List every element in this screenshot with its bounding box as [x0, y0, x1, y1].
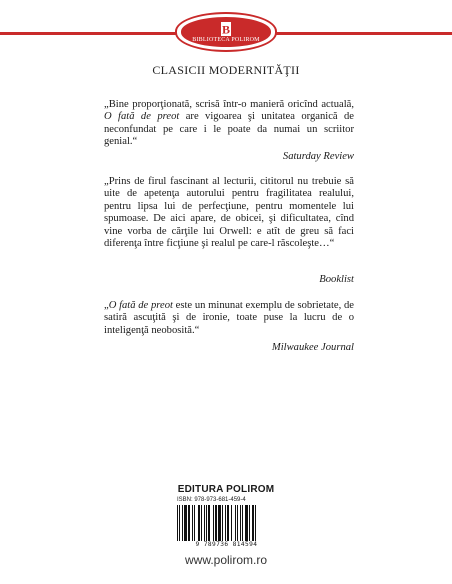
barcode-bar	[218, 505, 221, 541]
website-url: www.polirom.ro	[184, 553, 268, 567]
barcode-bar	[231, 505, 232, 541]
barcode-bar	[237, 505, 238, 541]
barcode-bar	[249, 505, 250, 541]
barcode-bar	[245, 505, 248, 541]
barcode-bar	[208, 505, 210, 541]
quote-text: are vigoarea şi unitatea organică de neconfundat pe care i le poate da numai un scriitor genial.“	[104, 111, 354, 148]
barcode-bar	[242, 505, 243, 541]
publisher-logo	[175, 12, 277, 52]
barcode-bar	[215, 505, 217, 541]
barcode-bar	[179, 505, 180, 541]
barcode-bar	[206, 505, 207, 541]
quote-source: Milwaukee Journal	[271, 342, 354, 353]
quote-source: Saturday Review	[282, 151, 354, 162]
barcode-bar	[201, 505, 202, 541]
barcode-bar	[204, 505, 205, 541]
quote-2	[104, 176, 354, 250]
book-title: O fată de preot	[108, 300, 173, 311]
quote-1	[104, 99, 354, 149]
quote-text: „Prins de firul fascinant al lecturii, cititorul nu trebuie să uite de apetenţa autorului pentru fragilitatea realului, pentru lipsa lui de perfecţiune, pentru momentele lui spumoase. De aici apare, de obicei, şi dificultatea, cînd vine vorba de cărţile lui Orwell: e atît de greu să faci diferenţa între ficţiune şi realul pe care-l răscoleşte…“	[104, 176, 354, 250]
logo-b-mark-icon	[220, 22, 232, 36]
barcode-bar	[184, 505, 187, 541]
barcode-bar	[255, 505, 256, 541]
book-title: O fată de preot	[104, 111, 180, 123]
barcode-bar	[194, 505, 195, 541]
publisher-name: EDITURA POLIROM	[177, 484, 275, 495]
barcode-bar	[188, 505, 190, 541]
quote-source: Booklist	[319, 274, 354, 285]
barcode-digits: 9 789736 814594	[175, 541, 278, 548]
quote-text: este un minunat exemplu de sobrietate, de satiră ascuţită şi de ironie, toate puse la lucru de o inteligenţă neobosită.“	[104, 300, 354, 336]
quote-text: „	[104, 300, 109, 311]
barcode-bar	[198, 505, 200, 541]
barcode-bar	[235, 505, 236, 541]
barcode-bar	[177, 505, 178, 541]
logo-text: BIBLIOTECA POLIROM	[192, 36, 260, 43]
barcode-bar	[225, 505, 226, 541]
barcode-bar	[213, 505, 214, 541]
logo-mark-letter: B	[221, 22, 231, 36]
barcode-bar	[227, 505, 229, 541]
barcode-bar	[240, 505, 241, 541]
barcode-bar	[192, 505, 193, 541]
barcode-bar	[222, 505, 223, 541]
quote-3	[104, 300, 354, 337]
barcode-bar	[252, 505, 254, 541]
quote-text: „Bine proporţionată, scrisă într-o manieră oricînd actuală,	[104, 99, 354, 110]
barcode-bar	[182, 505, 183, 541]
series-title: CLASICII MODERNITĂŢII	[152, 63, 300, 77]
isbn-number: ISBN: 978-973-681-459-4	[177, 497, 246, 503]
